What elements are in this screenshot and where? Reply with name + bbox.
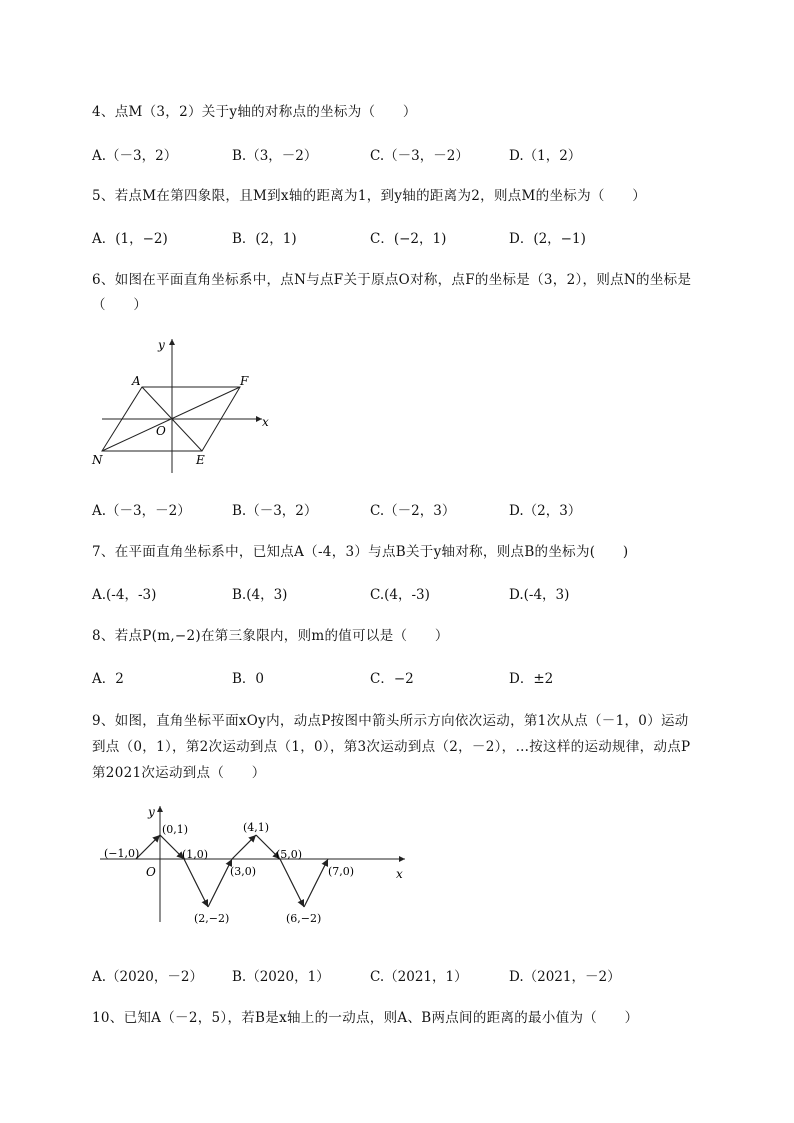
point-e-label: E: [196, 453, 205, 467]
label-0-1: (0,1): [162, 823, 189, 836]
move-5: [232, 835, 256, 859]
option-c[interactable]: C.（－3，－2）: [370, 148, 469, 164]
option-a[interactable]: A.（2020，－2）: [92, 969, 203, 985]
y-axis-label: y: [148, 805, 155, 819]
question-9-text-line3: 第2021次运动到点（ ）: [92, 765, 266, 781]
option-d[interactable]: D．±2: [509, 671, 554, 687]
move-8: [304, 859, 328, 907]
option-a[interactable]: A.(-4，-3): [92, 587, 157, 603]
point-f-label: F: [240, 374, 249, 388]
label-2-m2: (2,−2): [194, 912, 230, 925]
option-d[interactable]: D.（1，2）: [509, 148, 582, 164]
option-d[interactable]: D.(-4，3): [509, 587, 570, 603]
question-6-text-line1: 6、如图在平面直角坐标系中，点N与点F关于原点O对称，点F的坐标是（3，2），则点N的坐标是: [92, 272, 692, 288]
option-b[interactable]: B.(4，3): [232, 587, 288, 603]
label-6-m2: (6,−2): [286, 912, 322, 925]
question-8-text: 8、若点P(m,−2)在第三象限内，则m的值可以是（ ）: [92, 628, 449, 644]
x-axis-label: x: [396, 867, 403, 881]
question-7-text: 7、在平面直角坐标系中，已知点A（-4，3）与点B关于y轴对称，则点B的坐标为( ): [92, 544, 629, 560]
point-a-label: A: [132, 374, 141, 388]
option-d[interactable]: D．(2，−1): [509, 231, 586, 247]
option-b[interactable]: B.（2020，1）: [232, 969, 330, 985]
option-a[interactable]: A.（－3，2）: [92, 148, 178, 164]
option-a[interactable]: A．2: [92, 671, 124, 687]
figure-6-parallelogram-diagram: [90, 333, 290, 473]
option-d[interactable]: D.（2021，－2）: [509, 969, 621, 985]
x-axis-label: x: [262, 415, 269, 429]
point-n-label: N: [92, 453, 103, 467]
option-b[interactable]: B.（－3，2）: [232, 503, 318, 519]
option-c[interactable]: C．−2: [370, 671, 414, 687]
label-m1-0: (−1,0): [104, 847, 140, 860]
move-3: [184, 859, 208, 907]
move-1: [136, 835, 160, 859]
origin-label: O: [146, 865, 156, 879]
option-c[interactable]: C．(−2，1): [370, 231, 447, 247]
option-a[interactable]: A.（－3，－2）: [92, 503, 191, 519]
question-9-text-line1: 9、如图，直角坐标平面xOy内，动点P按图中箭头所示方向依次运动，第1次从点（－1，0）运动: [92, 713, 689, 729]
option-b[interactable]: B．(2，1): [232, 231, 297, 247]
question-4-text: 4、点M（3，2）关于y轴的对称点的坐标为（ ）: [92, 104, 417, 120]
question-9-text-line2: 到点（0，1），第2次运动到点（1，0），第3次运动到点（2，－2），…按这样的运动规律，动点P: [92, 739, 691, 755]
label-7-0: (7,0): [328, 865, 355, 878]
move-2: [160, 835, 184, 859]
y-axis-label: y: [158, 338, 165, 352]
label-4-1: (4,1): [243, 821, 270, 834]
option-c[interactable]: C.(4，-3): [370, 587, 430, 603]
question-10-text: 10、已知A（－2，5），若B是x轴上的一动点，则A、B两点间的距离的最小值为（ ）: [92, 1010, 639, 1026]
move-7: [280, 859, 304, 907]
option-a[interactable]: A．(1，−2): [92, 231, 168, 247]
option-c[interactable]: C.（2021，1）: [370, 969, 468, 985]
option-d[interactable]: D.（2，3）: [509, 503, 582, 519]
option-b[interactable]: B.（3，－2）: [232, 148, 318, 164]
label-3-0: (3,0): [230, 865, 257, 878]
question-6-text-line2: （ ）: [92, 297, 148, 313]
option-c[interactable]: C.（－2，3）: [370, 503, 456, 519]
question-5-text: 5、若点M在第四象限，且M到x轴的距离为1，到y轴的距离为2，则点M的坐标为（ ）: [92, 188, 647, 204]
figure-9-zigzag-path-diagram: [100, 800, 420, 930]
point-o-label: O: [156, 424, 166, 438]
option-b[interactable]: B．0: [232, 671, 265, 687]
move-4: [208, 859, 232, 907]
label-1-0: (1,0): [182, 848, 209, 861]
label-5-0: (5,0): [276, 848, 303, 861]
